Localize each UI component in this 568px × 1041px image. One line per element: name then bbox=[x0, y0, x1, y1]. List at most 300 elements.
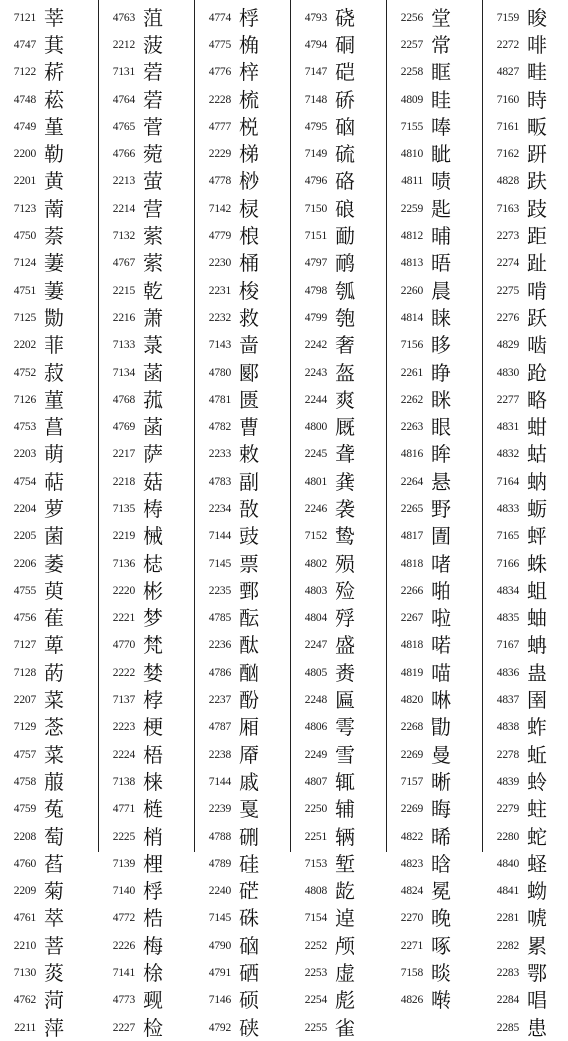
index-entry bbox=[387, 113, 482, 140]
entry-character: 鄄 bbox=[239, 578, 259, 603]
entry-code: 4837 bbox=[496, 694, 519, 707]
entry-code: 2226 bbox=[112, 939, 135, 952]
entry-code: 2252 bbox=[304, 939, 327, 952]
entry-character: 梳 bbox=[239, 87, 259, 112]
entry-character: 梦 bbox=[143, 606, 163, 631]
entry-character: 梩 bbox=[143, 851, 163, 876]
entry-code: 4772 bbox=[112, 912, 135, 925]
entry-code: 7155 bbox=[400, 120, 423, 133]
entry-character: 蚱 bbox=[527, 715, 547, 740]
entry-character: 乾 bbox=[143, 278, 163, 303]
entry-character: 畈 bbox=[527, 114, 547, 139]
index-entry bbox=[195, 932, 290, 959]
index-entry bbox=[0, 168, 98, 195]
index-entry bbox=[195, 168, 290, 195]
entry-code: 2237 bbox=[208, 694, 231, 707]
entry-code: 2285 bbox=[496, 1021, 519, 1034]
entry-code: 4798 bbox=[304, 284, 327, 297]
entry-character: 蛆 bbox=[527, 578, 547, 603]
entry-character: 萌 bbox=[44, 442, 64, 467]
entry-character: 龁 bbox=[335, 879, 355, 904]
entry-code: 4773 bbox=[112, 994, 135, 1007]
entry-character: 啮 bbox=[527, 333, 547, 358]
entry-code: 2218 bbox=[112, 475, 135, 488]
entry-character: 硗 bbox=[335, 5, 355, 30]
index-entry bbox=[99, 605, 194, 632]
entry-code: 7139 bbox=[112, 857, 135, 870]
entry-character: 匮 bbox=[239, 387, 259, 412]
index-entry bbox=[195, 523, 290, 550]
entry-code: 4814 bbox=[400, 311, 423, 324]
index-entry bbox=[483, 959, 568, 986]
entry-code: 2272 bbox=[496, 38, 519, 51]
index-entry bbox=[291, 959, 386, 986]
entry-code: 4817 bbox=[400, 530, 423, 543]
index-column-5 bbox=[386, 0, 482, 1013]
entry-character: 曼 bbox=[431, 742, 451, 767]
entry-code: 7132 bbox=[112, 230, 135, 243]
entry-code: 4841 bbox=[496, 885, 519, 898]
index-entry bbox=[195, 741, 290, 768]
entry-code: 2263 bbox=[400, 421, 423, 434]
entry-code: 4780 bbox=[208, 366, 231, 379]
entry-character: 蚶 bbox=[527, 415, 547, 440]
entry-code: 4808 bbox=[304, 885, 327, 898]
entry-code: 2202 bbox=[13, 339, 36, 352]
index-entry bbox=[387, 932, 482, 959]
entry-code: 4832 bbox=[496, 448, 519, 461]
entry-character: 累 bbox=[527, 933, 547, 958]
entry-character: 匏 bbox=[335, 305, 355, 330]
entry-character: 酝 bbox=[239, 606, 259, 631]
entry-character: 萘 bbox=[44, 224, 64, 249]
entry-code: 4768 bbox=[112, 393, 135, 406]
entry-character: 酚 bbox=[239, 688, 259, 713]
index-entry bbox=[387, 195, 482, 222]
entry-character: 桶 bbox=[239, 251, 259, 276]
index-entry bbox=[291, 250, 386, 277]
index-entry bbox=[387, 386, 482, 413]
entry-code: 2256 bbox=[400, 11, 423, 24]
index-entry bbox=[483, 550, 568, 577]
index-entry bbox=[99, 31, 194, 58]
entry-code: 2227 bbox=[112, 1021, 135, 1034]
entry-code: 7150 bbox=[304, 202, 327, 215]
index-entry bbox=[99, 277, 194, 304]
entry-character: 郾 bbox=[239, 360, 259, 385]
index-entry bbox=[0, 195, 98, 222]
entry-code: 2250 bbox=[304, 803, 327, 816]
index-entry bbox=[0, 714, 98, 741]
entry-code: 4771 bbox=[112, 803, 135, 816]
entry-code: 2201 bbox=[13, 175, 36, 188]
entry-character: 鄂 bbox=[527, 961, 547, 986]
entry-code: 4781 bbox=[208, 393, 231, 406]
entry-code: 7126 bbox=[13, 393, 36, 406]
entry-code: 7133 bbox=[112, 339, 135, 352]
entry-code: 7144 bbox=[208, 530, 231, 543]
entry-character: 唬 bbox=[527, 906, 547, 931]
entry-character: 圉 bbox=[527, 688, 547, 713]
entry-code: 4747 bbox=[13, 38, 36, 51]
entry-code: 7159 bbox=[496, 11, 519, 24]
entry-character: 菡 bbox=[143, 360, 163, 385]
index-entry bbox=[195, 413, 290, 440]
index-entry bbox=[291, 495, 386, 522]
index-entry bbox=[387, 168, 482, 195]
entry-character: 畦 bbox=[527, 60, 547, 85]
entry-character: 梽 bbox=[143, 551, 163, 576]
index-entry bbox=[0, 222, 98, 249]
entry-code: 7154 bbox=[304, 912, 327, 925]
entry-code: 7138 bbox=[112, 775, 135, 788]
entry-character: 眯 bbox=[431, 387, 451, 412]
entry-character: 棁 bbox=[239, 114, 259, 139]
entry-character: 蚴 bbox=[527, 879, 547, 904]
entry-code: 4806 bbox=[304, 721, 327, 734]
entry-code: 2284 bbox=[496, 994, 519, 1007]
entry-character: 硕 bbox=[239, 988, 259, 1013]
entry-code: 2276 bbox=[496, 311, 519, 324]
index-entry bbox=[99, 686, 194, 713]
entry-character: 蚯 bbox=[527, 742, 547, 767]
index-entry bbox=[387, 332, 482, 359]
index-entry bbox=[483, 495, 568, 522]
entry-code: 7162 bbox=[496, 148, 519, 161]
entry-code: 4779 bbox=[208, 230, 231, 243]
entry-code: 4750 bbox=[13, 230, 36, 243]
entry-code: 4824 bbox=[400, 885, 423, 898]
entry-character: 萋 bbox=[44, 278, 64, 303]
entry-character: 救 bbox=[239, 305, 259, 330]
index-entry bbox=[195, 31, 290, 58]
entry-code: 7157 bbox=[400, 775, 423, 788]
entry-code: 7137 bbox=[112, 694, 135, 707]
index-entry bbox=[99, 386, 194, 413]
entry-code: 2231 bbox=[208, 284, 231, 297]
index-entry bbox=[291, 386, 386, 413]
index-entry bbox=[0, 686, 98, 713]
entry-character: 萁 bbox=[44, 32, 64, 57]
entry-code: 7134 bbox=[112, 366, 135, 379]
entry-character: 萦 bbox=[143, 251, 163, 276]
entry-character: 蛄 bbox=[527, 442, 547, 467]
index-entry bbox=[387, 413, 482, 440]
index-column-3 bbox=[194, 0, 290, 1040]
entry-character: 啧 bbox=[431, 169, 451, 194]
entry-character: 啃 bbox=[527, 278, 547, 303]
index-entry bbox=[291, 468, 386, 495]
index-entry bbox=[483, 905, 568, 932]
index-entry bbox=[387, 523, 482, 550]
entry-character: 酗 bbox=[239, 660, 259, 685]
entry-character: 啦 bbox=[431, 606, 451, 631]
entry-code: 4763 bbox=[112, 11, 135, 24]
entry-character: 菇 bbox=[143, 469, 163, 494]
entry-character: 殓 bbox=[335, 578, 355, 603]
index-entry bbox=[195, 686, 290, 713]
entry-character: 硇 bbox=[335, 114, 355, 139]
entry-character: 菰 bbox=[143, 387, 163, 412]
index-column-6 bbox=[482, 0, 568, 1040]
entry-code: 2271 bbox=[400, 939, 423, 952]
index-entry bbox=[291, 86, 386, 113]
entry-character: 梯 bbox=[239, 142, 259, 167]
entry-character: 梧 bbox=[143, 742, 163, 767]
entry-code: 2260 bbox=[400, 284, 423, 297]
index-entry bbox=[99, 250, 194, 277]
index-entry bbox=[195, 468, 290, 495]
entry-character: 厩 bbox=[335, 415, 355, 440]
index-entry bbox=[195, 386, 290, 413]
entry-code: 2278 bbox=[496, 748, 519, 761]
entry-code: 7166 bbox=[496, 557, 519, 570]
entry-code: 4803 bbox=[304, 584, 327, 597]
index-entry bbox=[195, 250, 290, 277]
entry-code: 4759 bbox=[13, 803, 36, 816]
entry-character: 菜 bbox=[44, 742, 64, 767]
index-entry bbox=[291, 905, 386, 932]
index-entry bbox=[387, 550, 482, 577]
entry-character: 喵 bbox=[431, 660, 451, 685]
index-entry bbox=[195, 796, 290, 823]
index-entry bbox=[99, 86, 194, 113]
index-entry bbox=[387, 796, 482, 823]
index-entry bbox=[483, 659, 568, 686]
index-entry bbox=[291, 168, 386, 195]
index-entry bbox=[291, 550, 386, 577]
index-entry bbox=[195, 878, 290, 905]
entry-code: 2251 bbox=[304, 830, 327, 843]
index-entry bbox=[483, 878, 568, 905]
index-entry bbox=[291, 577, 386, 604]
entry-code: 4804 bbox=[304, 612, 327, 625]
entry-code: 7136 bbox=[112, 557, 135, 570]
index-entry bbox=[291, 277, 386, 304]
entry-code: 4829 bbox=[496, 339, 519, 352]
entry-character: 野 bbox=[431, 496, 451, 521]
index-entry bbox=[483, 441, 568, 468]
entry-code: 7135 bbox=[112, 502, 135, 515]
entry-code: 4765 bbox=[112, 120, 135, 133]
entry-character: 盔 bbox=[335, 360, 355, 385]
index-entry bbox=[0, 413, 98, 440]
index-entry bbox=[99, 304, 194, 331]
entry-character: 菩 bbox=[44, 933, 64, 958]
entry-code: 4777 bbox=[208, 120, 231, 133]
index-entry bbox=[387, 659, 482, 686]
entry-character: 略 bbox=[527, 387, 547, 412]
index-entry bbox=[291, 1014, 386, 1041]
entry-code: 2277 bbox=[496, 393, 519, 406]
entry-code: 4755 bbox=[13, 584, 36, 597]
entry-code: 4819 bbox=[400, 666, 423, 679]
entry-character: 晡 bbox=[431, 224, 451, 249]
entry-character: 梓 bbox=[239, 60, 259, 85]
index-entry bbox=[291, 332, 386, 359]
entry-character: 菪 bbox=[143, 60, 163, 85]
index-entry bbox=[291, 359, 386, 386]
index-entry bbox=[99, 878, 194, 905]
entry-character: 桷 bbox=[239, 32, 259, 57]
entry-character: 萤 bbox=[143, 169, 163, 194]
index-entry bbox=[0, 632, 98, 659]
index-entry bbox=[195, 332, 290, 359]
entry-code: 4756 bbox=[13, 612, 36, 625]
entry-character: 眶 bbox=[431, 60, 451, 85]
entry-code: 4797 bbox=[304, 257, 327, 270]
entry-code: 2203 bbox=[13, 448, 36, 461]
entry-character: 勖 bbox=[431, 715, 451, 740]
entry-character: 豉 bbox=[239, 524, 259, 549]
entry-code: 7158 bbox=[400, 967, 423, 980]
index-entry bbox=[0, 86, 98, 113]
entry-character: 菟 bbox=[44, 797, 64, 822]
entry-character: 萧 bbox=[143, 305, 163, 330]
entry-character: 聋 bbox=[335, 442, 355, 467]
entry-code: 4813 bbox=[400, 257, 423, 270]
index-entry bbox=[195, 304, 290, 331]
entry-code: 4787 bbox=[208, 721, 231, 734]
entry-character: 逴 bbox=[335, 906, 355, 931]
index-entry bbox=[483, 577, 568, 604]
entry-code: 2249 bbox=[304, 748, 327, 761]
index-entry bbox=[291, 222, 386, 249]
index-entry bbox=[99, 59, 194, 86]
entry-character: 萍 bbox=[44, 1015, 64, 1040]
index-entry bbox=[483, 195, 568, 222]
entry-code: 7152 bbox=[304, 530, 327, 543]
entry-character: 雩 bbox=[335, 715, 355, 740]
entry-character: 彪 bbox=[335, 988, 355, 1013]
entry-character: 堑 bbox=[335, 851, 355, 876]
index-entry bbox=[483, 386, 568, 413]
entry-character: 菀 bbox=[143, 142, 163, 167]
index-entry bbox=[0, 905, 98, 932]
index-entry bbox=[483, 523, 568, 550]
entry-code: 2243 bbox=[304, 366, 327, 379]
entry-character: 晙 bbox=[527, 5, 547, 30]
entry-character: 硫 bbox=[335, 142, 355, 167]
index-entry bbox=[0, 523, 98, 550]
index-entry bbox=[99, 550, 194, 577]
index-entry bbox=[387, 495, 482, 522]
index-entry bbox=[0, 605, 98, 632]
entry-character: 萄 bbox=[44, 824, 64, 849]
entry-character: 硚 bbox=[335, 87, 355, 112]
index-entry bbox=[0, 577, 98, 604]
index-entry bbox=[387, 714, 482, 741]
index-entry bbox=[387, 277, 482, 304]
entry-character: 械 bbox=[143, 524, 163, 549]
index-entry bbox=[387, 850, 482, 877]
entry-code: 4820 bbox=[400, 694, 423, 707]
entry-code: 2206 bbox=[13, 557, 36, 570]
entry-character: 喏 bbox=[431, 633, 451, 658]
index-entry bbox=[0, 932, 98, 959]
entry-code: 7148 bbox=[304, 93, 327, 106]
index-entry bbox=[291, 850, 386, 877]
index-entry bbox=[0, 250, 98, 277]
entry-code: 7156 bbox=[400, 339, 423, 352]
index-entry bbox=[0, 113, 98, 140]
entry-character: 梭 bbox=[239, 278, 259, 303]
index-entry bbox=[387, 741, 482, 768]
entry-code: 2269 bbox=[400, 748, 423, 761]
entry-code: 2228 bbox=[208, 93, 231, 106]
index-entry bbox=[483, 632, 568, 659]
entry-character: 蛀 bbox=[527, 797, 547, 822]
entry-code: 4792 bbox=[208, 1021, 231, 1034]
entry-character: 硭 bbox=[239, 879, 259, 904]
entry-code: 2230 bbox=[208, 257, 231, 270]
index-entry bbox=[483, 1014, 568, 1041]
index-entry bbox=[99, 332, 194, 359]
index-entry bbox=[387, 4, 482, 31]
entry-character: 硎 bbox=[239, 824, 259, 849]
index-entry bbox=[195, 441, 290, 468]
index-entry bbox=[99, 4, 194, 31]
entry-code: 2283 bbox=[496, 967, 519, 980]
entry-character: 菌 bbox=[44, 524, 64, 549]
entry-code: 2281 bbox=[496, 912, 519, 925]
entry-code: 4812 bbox=[400, 230, 423, 243]
entry-character: 蛉 bbox=[527, 769, 547, 794]
entry-code: 2239 bbox=[208, 803, 231, 816]
entry-character: 觋 bbox=[143, 988, 163, 1013]
index-entry bbox=[195, 714, 290, 741]
entry-code: 2261 bbox=[400, 366, 423, 379]
entry-character: 菼 bbox=[44, 961, 64, 986]
entry-code: 2248 bbox=[304, 694, 327, 707]
entry-code: 2204 bbox=[13, 502, 36, 515]
index-entry bbox=[99, 577, 194, 604]
entry-code: 2211 bbox=[14, 1021, 36, 1034]
entry-character: 晗 bbox=[431, 851, 451, 876]
entry-code: 7122 bbox=[13, 66, 36, 79]
entry-character: 晨 bbox=[431, 278, 451, 303]
index-entry bbox=[195, 987, 290, 1014]
entry-character: 票 bbox=[239, 551, 259, 576]
entry-code: 2216 bbox=[112, 311, 135, 324]
entry-character: 菊 bbox=[44, 879, 64, 904]
index-entry bbox=[0, 386, 98, 413]
index-entry bbox=[483, 850, 568, 877]
index-entry bbox=[483, 140, 568, 167]
entry-code: 7161 bbox=[496, 120, 519, 133]
entry-code: 4827 bbox=[496, 66, 519, 79]
index-entry bbox=[387, 359, 482, 386]
index-entry bbox=[195, 113, 290, 140]
entry-character: 常 bbox=[431, 32, 451, 57]
entry-code: 2213 bbox=[112, 175, 135, 188]
entry-character: 桹 bbox=[239, 224, 259, 249]
entry-code: 4793 bbox=[304, 11, 327, 24]
entry-code: 2266 bbox=[400, 584, 423, 597]
entry-code: 2255 bbox=[304, 1021, 327, 1034]
index-entry bbox=[387, 878, 482, 905]
index-entry bbox=[0, 959, 98, 986]
entry-character: 鸷 bbox=[335, 524, 355, 549]
entry-character: 啉 bbox=[431, 688, 451, 713]
entry-character: 颅 bbox=[335, 933, 355, 958]
entry-character: 蚲 bbox=[527, 524, 547, 549]
entry-character: 跃 bbox=[527, 305, 547, 330]
entry-character: 硐 bbox=[335, 32, 355, 57]
entry-code: 4830 bbox=[496, 366, 519, 379]
entry-character: 菜 bbox=[44, 688, 64, 713]
index-entry bbox=[0, 550, 98, 577]
